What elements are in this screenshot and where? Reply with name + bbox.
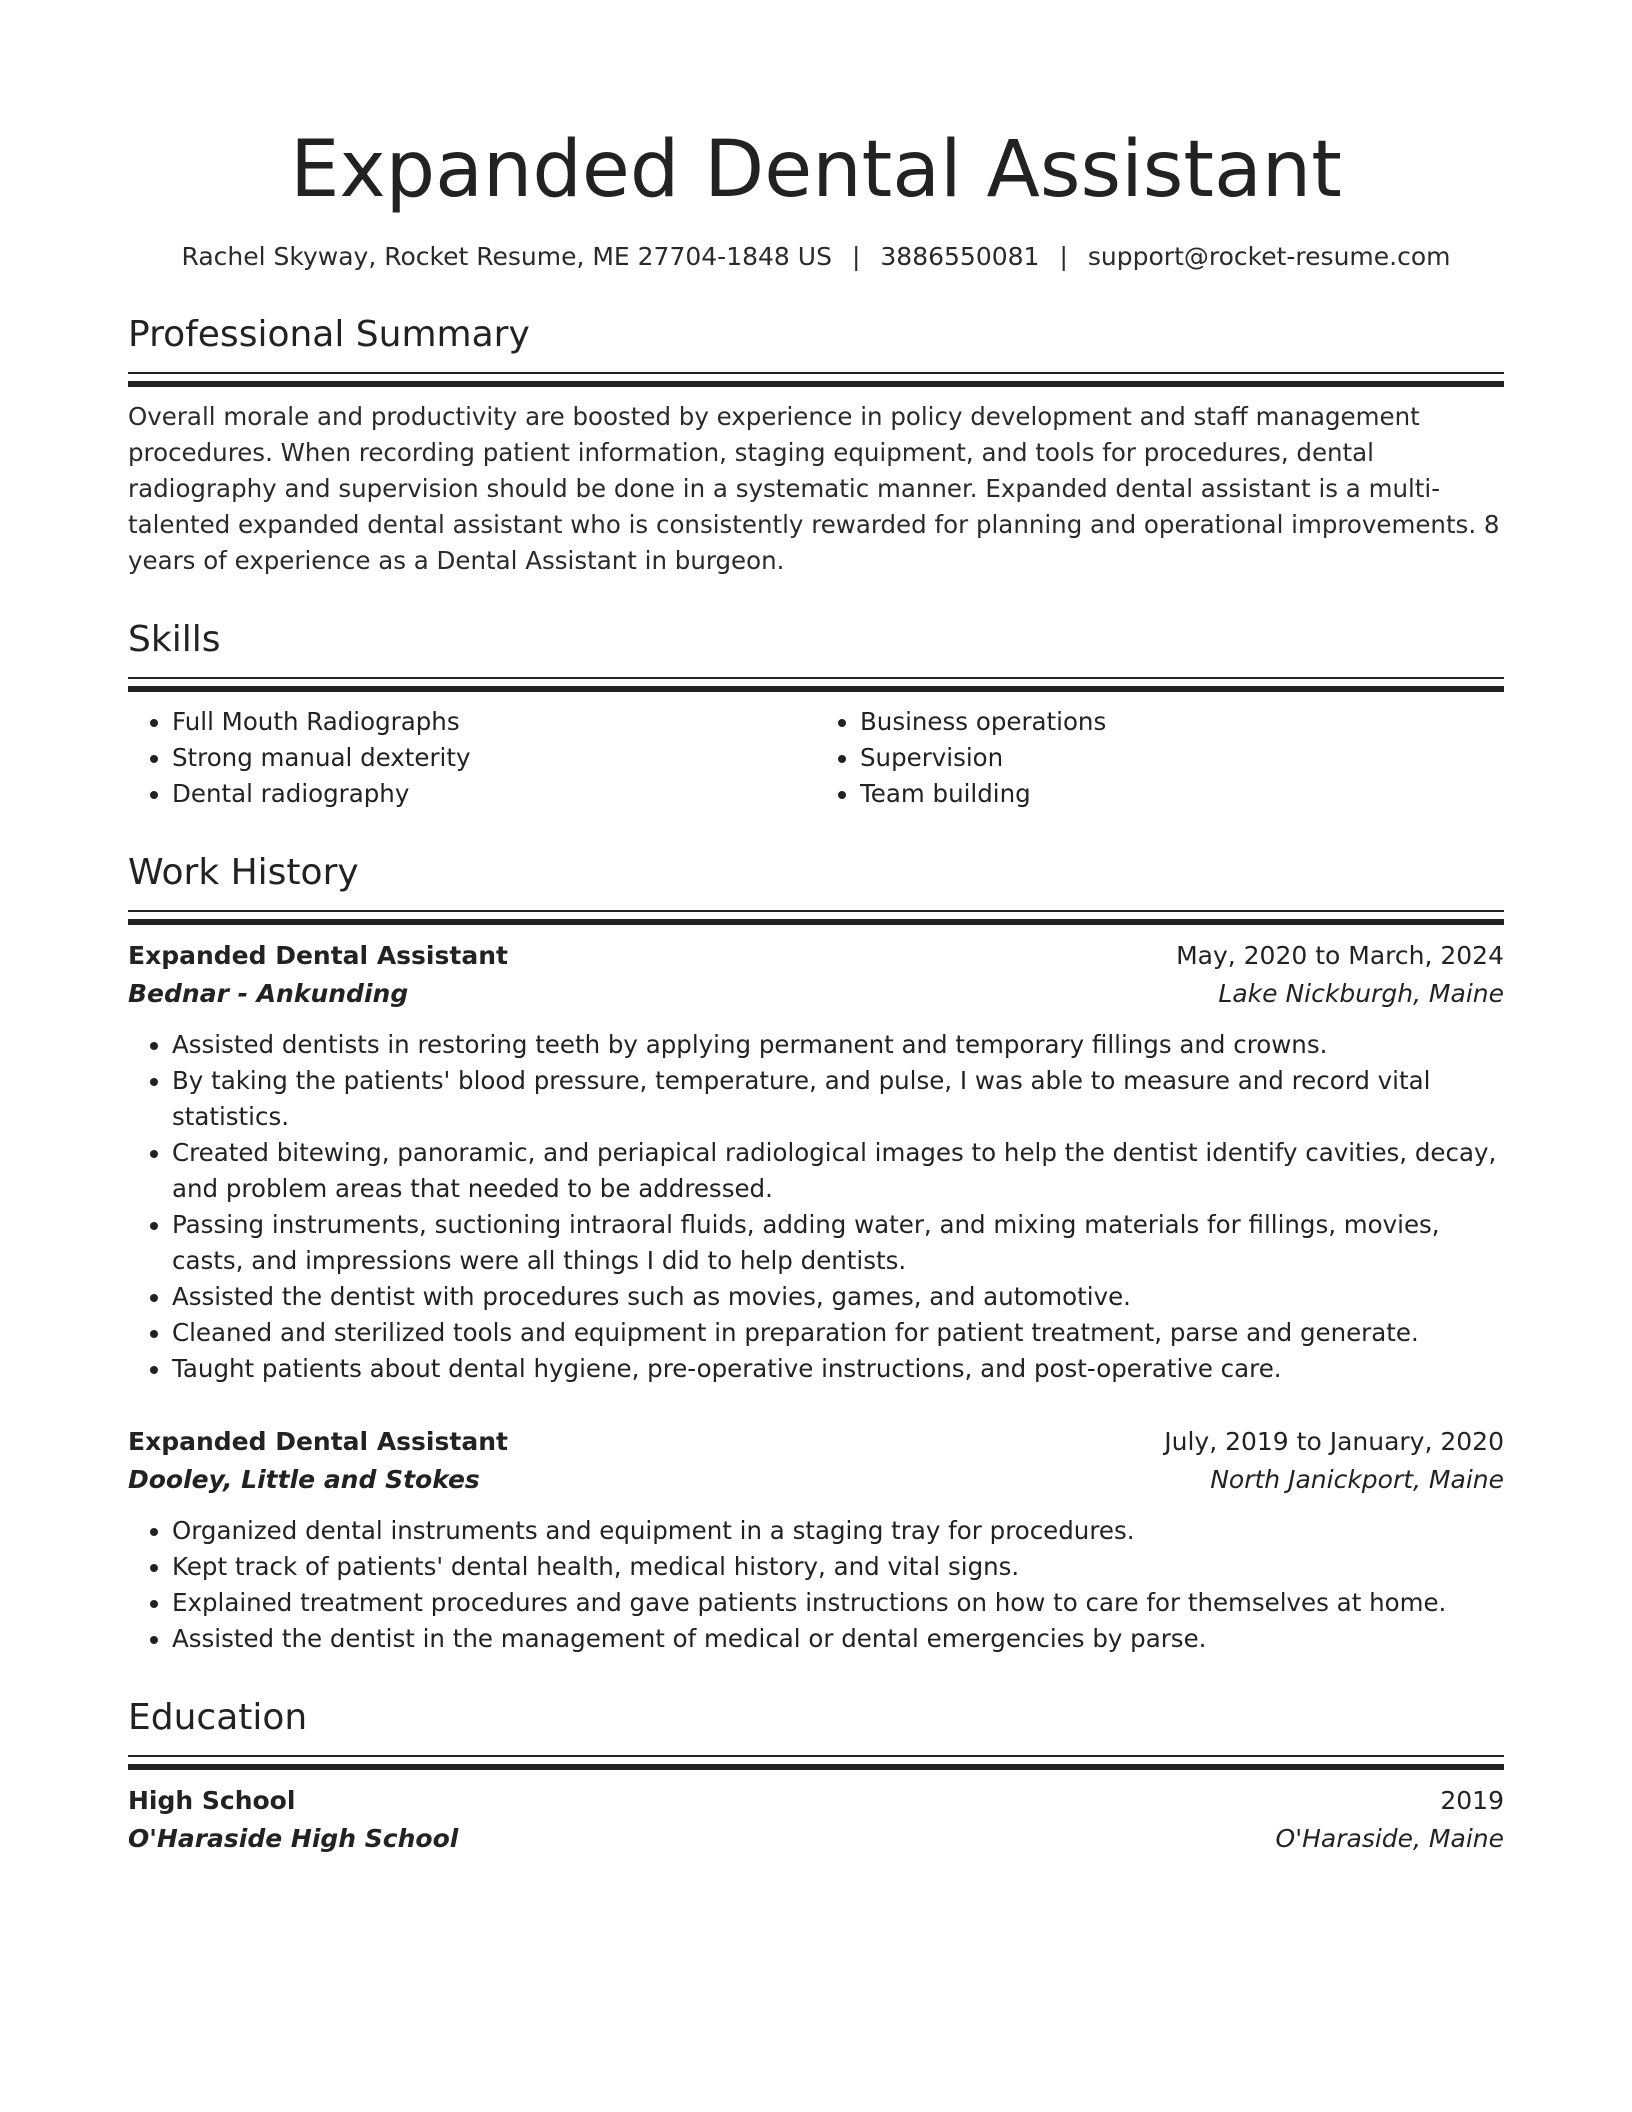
contact-line bbox=[128, 240, 1504, 274]
job-bullet: • By taking the patients' blood pressure, temperature, and pulse, I was able to measure and record vital statistics. bbox=[172, 1063, 1504, 1135]
skill-item: • Supervision bbox=[860, 740, 1504, 776]
section-divider bbox=[128, 1755, 1504, 1766]
job-bullet: • Taught patients about dental hygiene, pre-operative instructions, and post-operative care. bbox=[172, 1351, 1504, 1387]
job-bullet: • Created bitewing, panoramic, and periapical radiological images to help the dentist identify cavities, decay, and problem areas that needed to be addressed. bbox=[172, 1135, 1504, 1207]
skill-item: • Strong manual dexterity bbox=[172, 740, 816, 776]
job-dates: May, 2020 to March, 2024 bbox=[1176, 941, 1504, 970]
contact-separator: | bbox=[851, 242, 861, 271]
skills-section bbox=[128, 617, 1504, 812]
job-subheader bbox=[128, 1461, 1504, 1499]
contact-separator: | bbox=[1059, 242, 1068, 271]
job-header bbox=[128, 937, 1504, 975]
section-title-skills: Skills bbox=[128, 619, 221, 660]
job-location: Lake Nickburgh, Maine bbox=[1218, 979, 1504, 1008]
education-location: O'Haraside, Maine bbox=[1275, 1824, 1504, 1853]
skill-item: • Dental radiography bbox=[172, 776, 816, 812]
job-bullet: • Assisted the dentist in the management of medical or dental emergencies by parse. bbox=[172, 1621, 1504, 1657]
skill-item: • Full Mouth Radiographs bbox=[172, 704, 816, 740]
job-location: North Janickport, Maine bbox=[1210, 1465, 1504, 1494]
summary-text: Overall morale and productivity are boosted by experience in policy development and staff management procedures. When recording patient information, staging equipment, and tools for procedures, dental radiography and supervision should be done in a systematic manner. Expanded dental assistant is a multi-talented expanded dental assistant who is consistently rewarded for planning and operational improvements. 8 years of experience as a Dental Assistant in burgeon. bbox=[128, 402, 1500, 575]
job-entry bbox=[128, 937, 1504, 1387]
job-bullet: • Explained treatment procedures and gave patients instructions on how to care for themselves at home. bbox=[172, 1585, 1504, 1621]
contact-phone: 3886550081 bbox=[880, 242, 1040, 271]
education-subheader bbox=[128, 1820, 1504, 1858]
job-bullet: • Cleaned and sterilized tools and equipment in preparation for patient treatment, parse and generate. bbox=[172, 1315, 1504, 1351]
job-title: Expanded Dental Assistant bbox=[128, 1427, 508, 1456]
section-divider bbox=[128, 677, 1504, 688]
education-year: 2019 bbox=[1440, 1786, 1504, 1815]
job-subheader bbox=[128, 975, 1504, 1013]
job-bullets bbox=[128, 1027, 1504, 1387]
job-bullet: • Assisted the dentist with procedures such as movies, games, and automotive. bbox=[172, 1279, 1504, 1315]
job-header bbox=[128, 1423, 1504, 1461]
job-bullet: • Organized dental instruments and equipment in a staging tray for procedures. bbox=[172, 1513, 1504, 1549]
job-company: Dooley, Little and Stokes bbox=[128, 1465, 480, 1494]
skills-columns bbox=[128, 704, 1504, 812]
job-bullet: • Passing instruments, suctioning intraoral fluids, adding water, and mixing materials for fillings, movies, casts, and impressions were all things I did to help dentists. bbox=[172, 1207, 1504, 1279]
skill-item: • Business operations bbox=[860, 704, 1504, 740]
job-title: Expanded Dental Assistant bbox=[128, 941, 508, 970]
work-history-section bbox=[128, 850, 1504, 1657]
section-divider bbox=[128, 372, 1504, 383]
education-degree: High School bbox=[128, 1786, 296, 1815]
section-title-summary: Professional Summary bbox=[128, 314, 530, 355]
education-section bbox=[128, 1695, 1504, 1858]
summary-section bbox=[128, 312, 1504, 579]
job-bullets bbox=[128, 1513, 1504, 1657]
section-title-education: Education bbox=[128, 1697, 308, 1738]
contact-address: Rachel Skyway, Rocket Resume, ME 27704-1848 US bbox=[181, 242, 832, 271]
job-bullet: • Assisted dentists in restoring teeth by applying permanent and temporary fillings and crowns. bbox=[172, 1027, 1504, 1063]
section-divider bbox=[128, 910, 1504, 921]
education-header bbox=[128, 1782, 1504, 1820]
contact-email: support@rocket-resume.com bbox=[1087, 242, 1451, 271]
skill-item: • Team building bbox=[860, 776, 1504, 812]
skills-list-right bbox=[816, 704, 1504, 812]
education-school: O'Haraside High School bbox=[128, 1824, 459, 1853]
section-title-work-history: Work History bbox=[128, 852, 359, 893]
job-bullet: • Kept track of patients' dental health, medical history, and vital signs. bbox=[172, 1549, 1504, 1585]
skills-list-left bbox=[128, 704, 816, 812]
job-company: Bednar - Ankunding bbox=[128, 979, 409, 1008]
resume-name: Expanded Dental Assistant bbox=[290, 125, 1342, 215]
job-dates: July, 2019 to January, 2020 bbox=[1164, 1427, 1504, 1456]
job-entry bbox=[128, 1423, 1504, 1657]
